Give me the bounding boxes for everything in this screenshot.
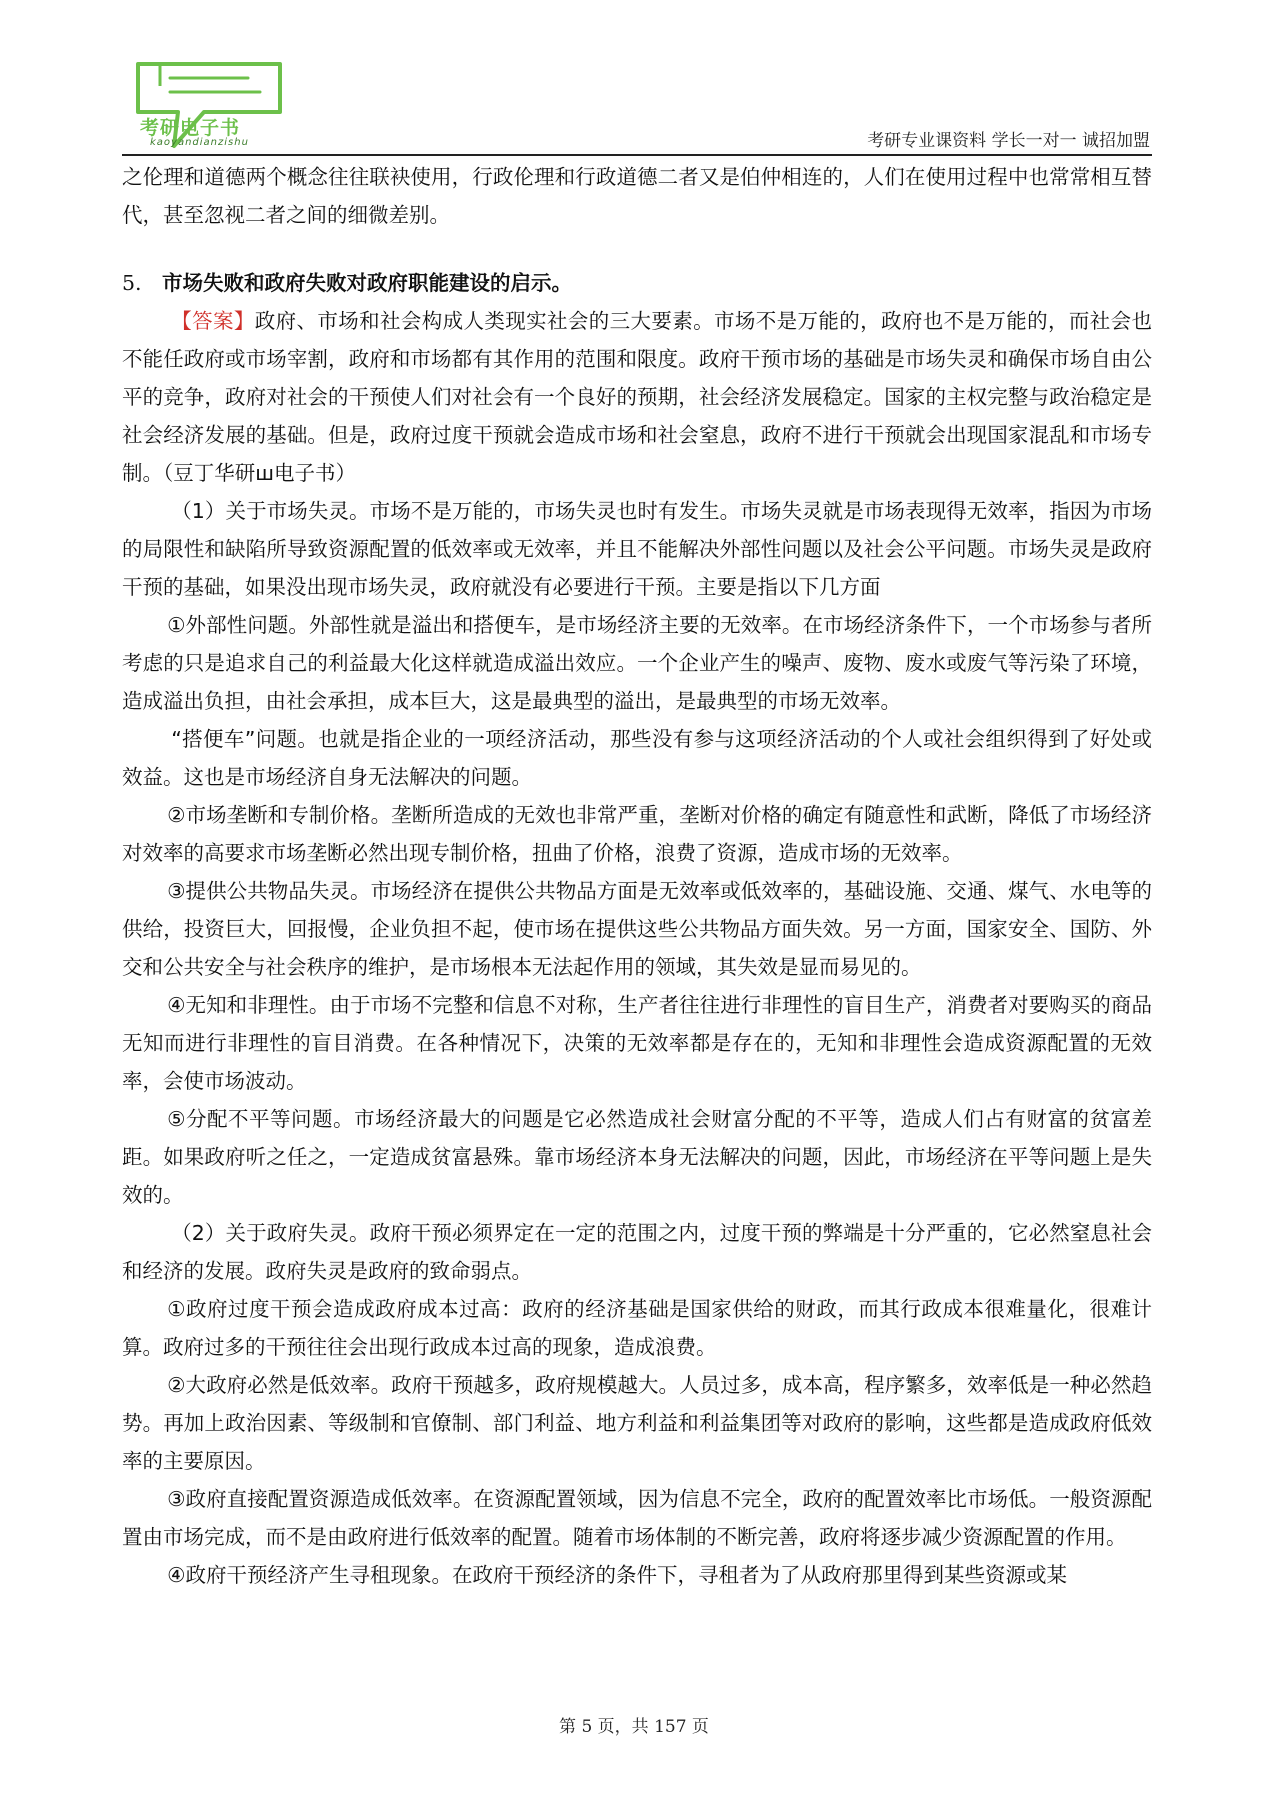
- answer-tag: 【答案】: [171, 309, 255, 333]
- logo-subtitle: kaoyandianzishu: [150, 137, 249, 148]
- paragraph-resource-allocation: ③政府直接配置资源造成低效率。在资源配置领域，因为信息不完全，政府的配置效率比市场低。一般资源配置由市场完成，而不是由政府进行低效率的配置。随着市场体制的不断完善，政府将逐步减少资源配置的作用。: [122, 1487, 1152, 1549]
- paragraph-inequality: ⑤分配不平等问题。市场经济最大的问题是它必然造成社会财富分配的不平等，造成人们占有财富的贫富差距。如果政府听之任之，一定造成贫富悬殊。靠市场经济本身无法解决的问题，因此，市场经济在平等问题上是失效的。: [122, 1107, 1152, 1207]
- paragraph-continuation: 之伦理和道德两个概念往往联袂使用，行政伦理和行政道德二者又是伯仲相连的，人们在使用过程中也常常相互替代，甚至忽视二者之间的细微差别。: [122, 165, 1152, 227]
- document-body: [122, 158, 1152, 1594]
- question-heading: [122, 264, 1152, 302]
- paragraph-free-rider: “搭便车”问题。也就是指企业的一项经济活动，那些没有参与这项经济活动的个人或社会组织得到了好处或效益。这也是市场经济自身无法解决的问题。: [122, 727, 1152, 789]
- paragraph-big-government: ②大政府必然是低效率。政府干预越多，政府规模越大。人员过多，成本高，程序繁多，效率低是一种必然趋势。再加上政治因素、等级制和官僚制、部门利益、地方利益和利益集团等对政府的影响，这些都是造成政府低效率的主要原因。: [122, 1373, 1152, 1473]
- logo-brand-text: 考研电子书: [140, 117, 241, 139]
- paragraph-government-failure: （2）关于政府失灵。政府干预必须界定在一定的范围之内，过度干预的弊端是十分严重的，它必然窒息社会和经济的发展。政府失灵是政府的致命弱点。: [122, 1221, 1152, 1283]
- paragraph-public-goods: ③提供公共物品失灵。市场经济在提供公共物品方面是无效率或低效率的，基础设施、交通、煤气、水电等的供给，投资巨大，回报慢，企业负担不起，使市场在提供这些公共物品方面失效。另一方面，国家安全、国防、外交和公共安全与社会秩序的维护，是市场根本无法起作用的领域，其失效是显而易见的。: [122, 879, 1152, 979]
- paragraph-monopoly: ②市场垄断和专制价格。垄断所造成的无效也非常严重，垄断对价格的确定有随意性和武断，降低了市场经济对效率的高要求市场垄断必然出现专制价格，扭曲了价格，浪费了资源，造成市场的无效率。: [122, 803, 1152, 865]
- page-number: 第 5 页，共 157 页: [559, 1717, 709, 1737]
- answer-text: 政府、市场和社会构成人类现实社会的三大要素。市场不是万能的，政府也不是万能的，而社会也不能任政府或市场宰割，政府和市场都有其作用的范围和限度。政府干预市场的基础是市场失灵和确保市场自由公平的竞争，政府对社会的干预使人们对社会有一个良好的预期，社会经济发展稳定。国家的主权完整与政治稳定是社会经济发展的基础。但是，政府过度干预就会造成市场和社会窒息，政府不进行干预就会出现国家混乱和市场专制。（豆丁华研ш电子书）: [122, 309, 1153, 485]
- paragraph-cost: ①政府过度干预会造成政府成本过高：政府的经济基础是国家供给的财政，而其行政成本很难量化，很难计算。政府过多的干预往往会出现行政成本过高的现象，造成浪费。: [122, 1297, 1152, 1359]
- question-title: 市场失败和政府失败对政府职能建设的启示。: [162, 271, 572, 295]
- paragraph-rent-seeking: ④政府干预经济产生寻租现象。在政府干预经济的条件下，寻租者为了从政府那里得到某些资源或某: [167, 1563, 1067, 1587]
- header-divider: [122, 154, 1152, 156]
- answer-paragraph: [122, 302, 1152, 492]
- header-tagline: 考研专业课资料 学长一对一 诚招加盟: [867, 131, 1150, 151]
- paragraph-ignorance: ④无知和非理性。由于市场不完整和信息不对称，生产者往往进行非理性的盲目生产，消费者对要购买的商品无知而进行非理性的盲目消费。在各种情况下，决策的无效率都是存在的，无知和非理性会造成资源配置的无效率，会使市场波动。: [122, 993, 1152, 1093]
- paragraph-externality: ①外部性问题。外部性就是溢出和搭便车，是市场经济主要的无效率。在市场经济条件下，一个市场参与者所考虑的只是追求自己的利益最大化这样就造成溢出效应。一个企业产生的噪声、废物、废水或废气等污染了环境，造成溢出负担，由社会承担，成本巨大，这是最典型的溢出，是最典型的市场无效率。: [122, 613, 1152, 713]
- spacer: [122, 234, 1152, 264]
- paragraph-market-failure: （1）关于市场失灵。市场不是万能的，市场失灵也时有发生。市场失灵就是市场表现得无效率，指因为市场的局限性和缺陷所导致资源配置的低效率或无效率，并且不能解决外部性问题以及社会公平问题。市场失灵是政府干预的基础，如果没出现市场失灵，政府就没有必要进行干预。主要是指以下几方面: [122, 499, 1152, 599]
- question-number: 5.: [122, 271, 142, 295]
